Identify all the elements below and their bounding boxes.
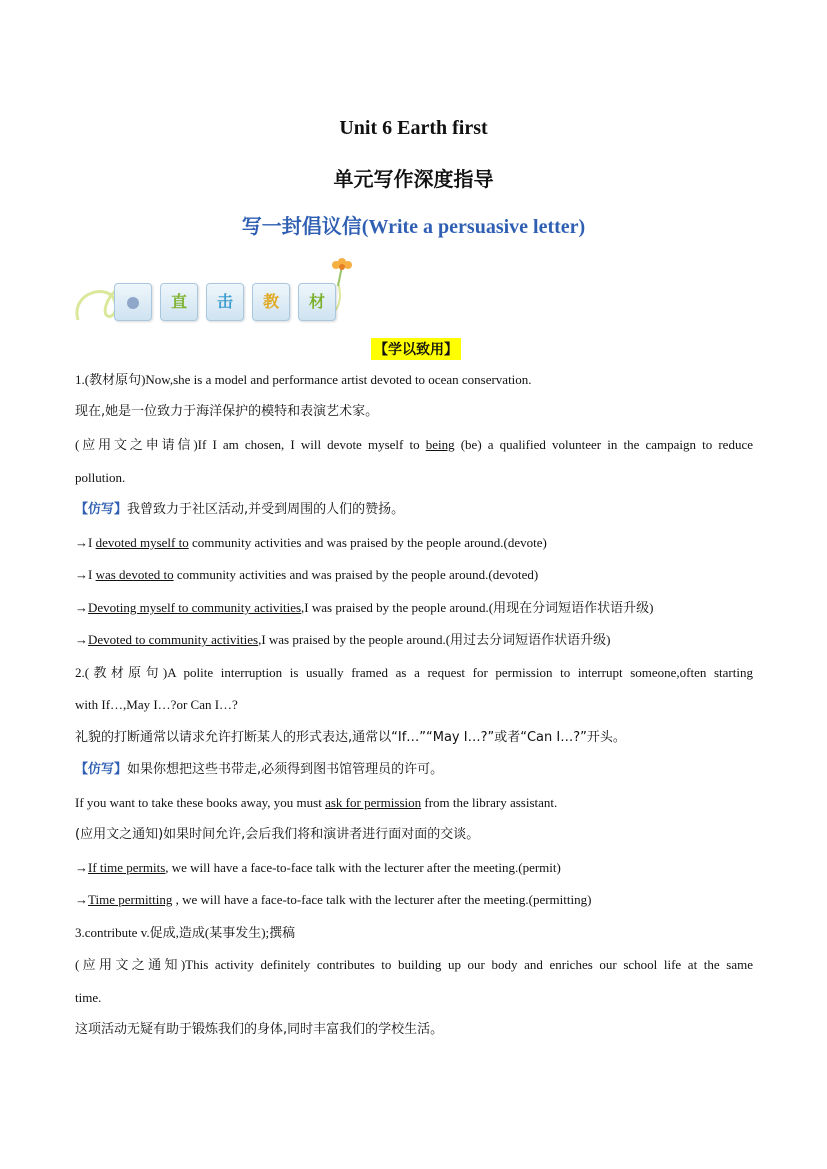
item1-translation: 现在,她是一位致力于海洋保护的模特和表演艺术家。 <box>75 404 379 419</box>
item1-application-cont: pollution. <box>75 470 126 485</box>
section-tag: 【学以致用】 <box>371 338 461 360</box>
item2-original: 2.(教材原句)A polite interruption is usually framed as a request for permission to interrupt someone,often starting <box>75 665 753 680</box>
section-title: 写一封倡议信(Write a persuasive letter) <box>241 216 586 238</box>
item1-answer-4: →Devoted to community activities,I was praised by the people around.(用过去分词短语作状语升级) <box>75 632 611 647</box>
item2-imitate: 【仿写】如果你想把这些书带走,必须得到图书馆管理员的许可。 <box>75 762 444 777</box>
item1-answer-1: →I devoted myself to community activities and was praised by the people around.(devote) <box>75 535 547 550</box>
banner-tile-4: 材 <box>298 283 336 321</box>
flower-icon <box>332 258 352 286</box>
item2-original-cont: with If…,May I…?or Can I…? <box>75 697 238 712</box>
item3-word: 3.contribute v.促成,造成(某事发生);撰稿 <box>75 925 296 940</box>
banner-tile-dot <box>114 283 152 321</box>
item2-answer-2: →If time permits, we will have a face-to-face talk with the lecturer after the meeting.(permit) <box>75 860 561 875</box>
item1-answer-3: →Devoting myself to community activities,I was praised by the people around.(用现在分词短语作状语升级) <box>75 600 654 615</box>
item1-imitate: 【仿写】我曾致力于社区活动,并受到周围的人们的赞扬。 <box>75 502 405 517</box>
banner-tile-2: 击 <box>206 283 244 321</box>
banner-tile-1: 直 <box>160 283 198 321</box>
item2-translation: 礼貌的打断通常以请求允许打断某人的形式表达,通常以“If…”“May I…?”或者“Can I…?”开头。 <box>75 730 626 745</box>
unit-title: Unit 6 Earth first <box>339 117 488 139</box>
item3-example-cont: time. <box>75 990 102 1005</box>
item2-answer-1: If you want to take these books away, you must ask for permission from the library assistant. <box>75 795 558 810</box>
dot-icon <box>127 297 139 309</box>
page-subtitle: 单元写作深度指导 <box>333 167 494 191</box>
item1-application: (应用文之申请信)If I am chosen, I will devote myself to being (be) a qualified volunteer in the campaign to reduce <box>75 437 753 452</box>
item3-translation: 这项活动无疑有助于锻炼我们的身体,同时丰富我们的学校生活。 <box>75 1022 444 1037</box>
item2-answer-3: →Time permitting , we will have a face-to-face talk with the lecturer after the meeting.(permitting) <box>75 892 592 907</box>
item1-answer-2: →I was devoted to community activities and was praised by the people around.(devoted) <box>75 567 539 582</box>
item2-notice: (应用文之通知)如果时间允许,会后我们将和演讲者进行面对面的交谈。 <box>75 827 480 842</box>
item3-example: (应用文之通知)This activity definitely contributes to building up our body and enriches our school life at the same <box>75 957 753 972</box>
item1-original: 1.(教材原句)Now,she is a model and performance artist devoted to ocean conservation. <box>75 372 532 387</box>
banner-tile-3: 教 <box>252 283 290 321</box>
